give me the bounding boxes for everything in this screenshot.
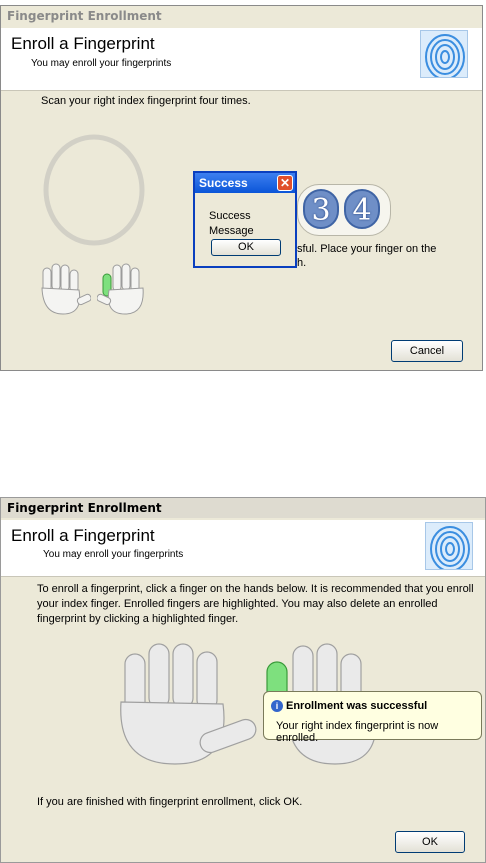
- window-title: Fingerprint Enrollment: [7, 9, 162, 23]
- step-3-indicator: 3: [303, 189, 339, 229]
- header-panel: [1, 520, 485, 577]
- enrollment-balloon: [263, 691, 482, 744]
- close-icon[interactable]: ✕: [277, 175, 293, 191]
- balloon-text: Your right index fingerprint is now enrolled.: [276, 720, 439, 744]
- page-title: Enroll a Fingerprint: [11, 34, 155, 53]
- info-icon: i: [271, 700, 283, 712]
- left-hand-icon: [39, 262, 91, 318]
- instruction-text: Scan your right index fingerprint four times.: [41, 95, 251, 107]
- fingerprint-logo-icon: [425, 522, 473, 570]
- page-title: Enroll a Fingerprint: [11, 526, 155, 545]
- enrollment-window-select: [0, 497, 486, 863]
- instruction-text: To enroll a fingerprint, click a finger on the hands below. It is recommended that you enroll your index finger. Enrolled fingers are highlighted. You may also delete an enrolled fingerprint by clicking a highlighted finger.: [37, 583, 474, 625]
- left-hand-icon[interactable]: [113, 640, 263, 768]
- cancel-button[interactable]: Cancel: [391, 340, 463, 362]
- dialog-ok-button[interactable]: OK: [211, 239, 281, 256]
- status-text-tail: h.: [297, 257, 307, 269]
- header-panel: [1, 28, 482, 91]
- right-hand-icon: [97, 262, 151, 318]
- enrollment-window-scan: [0, 5, 483, 371]
- page-subtitle: You may enroll your fingerprints: [43, 549, 184, 560]
- dialog-title: Success: [199, 176, 248, 190]
- balloon-title: Enrollment was successful: [286, 700, 428, 712]
- dialog-titlebar: [195, 173, 295, 193]
- success-dialog: [193, 171, 297, 268]
- fingerprint-logo-icon: [420, 30, 468, 78]
- footer-text: If you are finished with fingerprint enrollment, click OK.: [37, 796, 303, 808]
- dialog-message: Success Message: [209, 210, 254, 237]
- window-title: Fingerprint Enrollment: [1, 498, 485, 518]
- fingerprint-scan-area: [43, 134, 145, 246]
- page-subtitle: You may enroll your fingerprints: [31, 58, 172, 69]
- step-4-indicator: 4: [344, 189, 380, 229]
- ok-button[interactable]: OK: [395, 831, 465, 853]
- status-text: sful. Place your finger on the: [297, 243, 437, 255]
